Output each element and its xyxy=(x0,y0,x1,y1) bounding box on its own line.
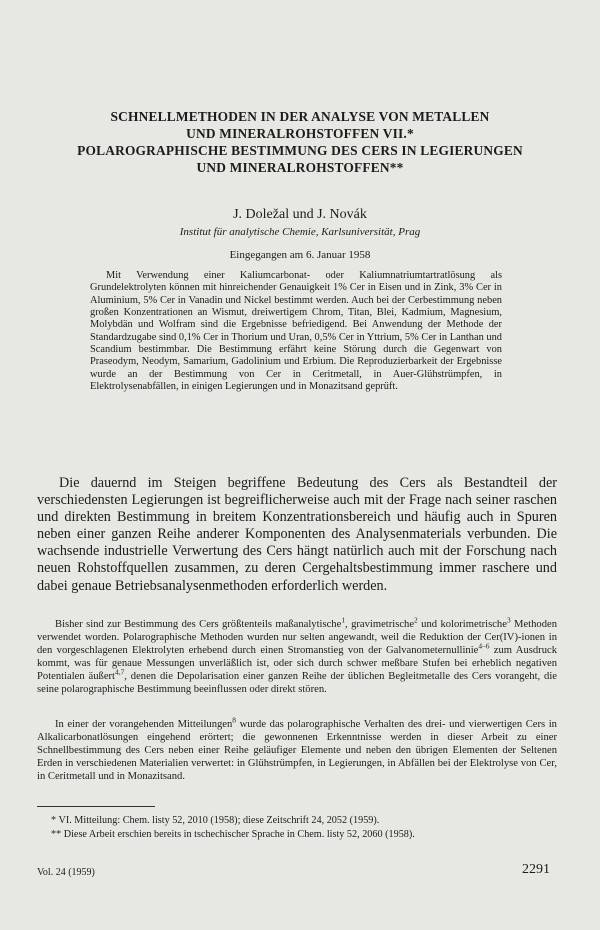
text-run: Methoden verwendet worden. Polarographische Methoden wurden nur selten angewandt, weil die Reduktion der Cer(IV)-ionen in den vorgeschlagenen Elektrolyten erhebend durch einen Stromanstieg von der Galvanometernullinie xyxy=(37,619,558,657)
title-line-3: POLAROGRAPHISCHE BESTIMMUNG DES CERS IN LEGIERUNGEN xyxy=(77,143,523,158)
footnote-divider xyxy=(37,806,155,807)
volume-info: Vol. 24 (1959) xyxy=(37,867,95,878)
text-run: , gravimetrische xyxy=(345,619,415,630)
citation-ref: 4,7 xyxy=(115,667,125,677)
title-line-4: UND MINERALROHSTOFFEN** xyxy=(196,160,404,175)
received-date: Eingegangen am 6. Januar 1958 xyxy=(229,249,371,261)
abstract: Mit Verwendung einer Kaliumcarbonat- oder Kaliumnatriumtartratlösung als Grundelektrolyten können mit hinreichender Genauigkeit 1% Cer in Eisen und in Zink, 3% Cer in Aluminium, 5% Cer in Vanadin und Nickel bestimmt werden. Auch bei der Cerbestimmung neben großen Konzentrationen an Wismut, dreiwertigem Chrom, Titan, Blei, Kadmium, Magnesium, Molybdän und Wolfram sind die Ergebnisse befriedigend. Bei Anwendung der Methode der Standardzugabe sind 0,1% Cer in Thorium und Uran, 0,5% Cer in Yttrium, 5% Cer in Lanthan und Scandium bestimmbar. Die Bestimmung erfährt keine Störung durch die Gegenwart von Praseodym, Neodym, Samarium, Gadolinium und Erbium. Die Reproduzierbarkeit der Ergebnisse wurde an der Bestimmung von Cer in Ceritmetall, in Auer-Glühstrümpfen, in Elektrolysenabfällen, in einigen Legierungen und in Monazitsand geprüft. xyxy=(90,270,502,393)
citation-ref: 3 xyxy=(506,615,511,625)
intro-paragraph: Die dauernd im Steigen begriffene Bedeutung des Cers als Bestandteil der verschiedensten Legierungen ist begreiflicherweise auch mit der Frage nach seiner raschen und direkten Bestimmung in breitem Konzentrationsbereich und häufig auch in Spuren neben einer ganzen Reihe anderer Komponenten des Analysenmaterials verbunden. Die wachsende industrielle Verwertung des Cers hängt natürlich auch mit der Forschung nach neuen Rohstoffquellen zusammen, zu deren Cergehaltsbestimmung immer raschere und dabei genaue Betriebsanalysenmethoden erforderlich werden. xyxy=(37,475,557,594)
citation-ref: 8 xyxy=(232,715,236,725)
text-run: wurde das polarographische Verhalten des drei- und vierwertigen Cers in Alkalicarbonatlösungen eingehend erörtert; die gewonnenen Erkenntnisse werden in dieser Arbeit zu einer Schnellbestimmung des Cers neben einer Reihe geläufiger Elemente und neben den übrigen Elementen der Seltenen Erden in verschiedenen Materialien verwertet: in Glühstrümpfen, in Legierungen, in Abfällen bei der Elektrolyse von Cer, in Ceritmetall und in Monazitsand. xyxy=(37,719,557,783)
page-number: 2291 xyxy=(522,862,550,877)
text-run: Bisher sind zur Bestimmung des Cers größtenteils maßanalytische xyxy=(55,619,342,630)
title-line-2: UND MINERALROHSTOFFEN VII.* xyxy=(186,126,414,141)
authors: J. Doležal und J. Novák xyxy=(233,207,367,222)
title-line-1: SCHNELLMETHODEN IN DER ANALYSE VON METALLEN xyxy=(110,109,490,124)
text-run: zum Ausdruck kommt, was für genaue Messungen unverläßlich ist, oder sich durch schwer meßbare Stufen bei erheblich negativen Potentialen äußert xyxy=(37,645,557,683)
text-run: In einer der vorangehenden Mitteilungen xyxy=(55,719,233,730)
institute: Institut für analytische Chemie, Karlsuniversität, Prag xyxy=(179,226,421,238)
article-title xyxy=(40,108,560,176)
body-paragraph-1 xyxy=(37,615,558,696)
body-paragraph-2 xyxy=(37,715,557,783)
footnote-2: ** Diese Arbeit erschien bereits in tschechischer Sprache in Chem. listy 52, 2060 (1958). xyxy=(51,829,415,840)
text-run: und kolorimetrische xyxy=(417,619,507,630)
citation-ref: 2 xyxy=(414,615,418,625)
text-run: , denen die Depolarisation einer ganzen Reihe der üblichen Begleitmetalle des Cers vorangeht, die seine polarographische Bestimmung beeinflussen oder direkt stören. xyxy=(37,671,557,696)
citation-ref: 1 xyxy=(341,615,346,625)
citation-ref: 4–6 xyxy=(478,641,490,651)
footnote-1: * VI. Mitteilung: Chem. listy 52, 2010 (1958); diese Zeitschrift 24, 2052 (1959). xyxy=(51,815,380,826)
